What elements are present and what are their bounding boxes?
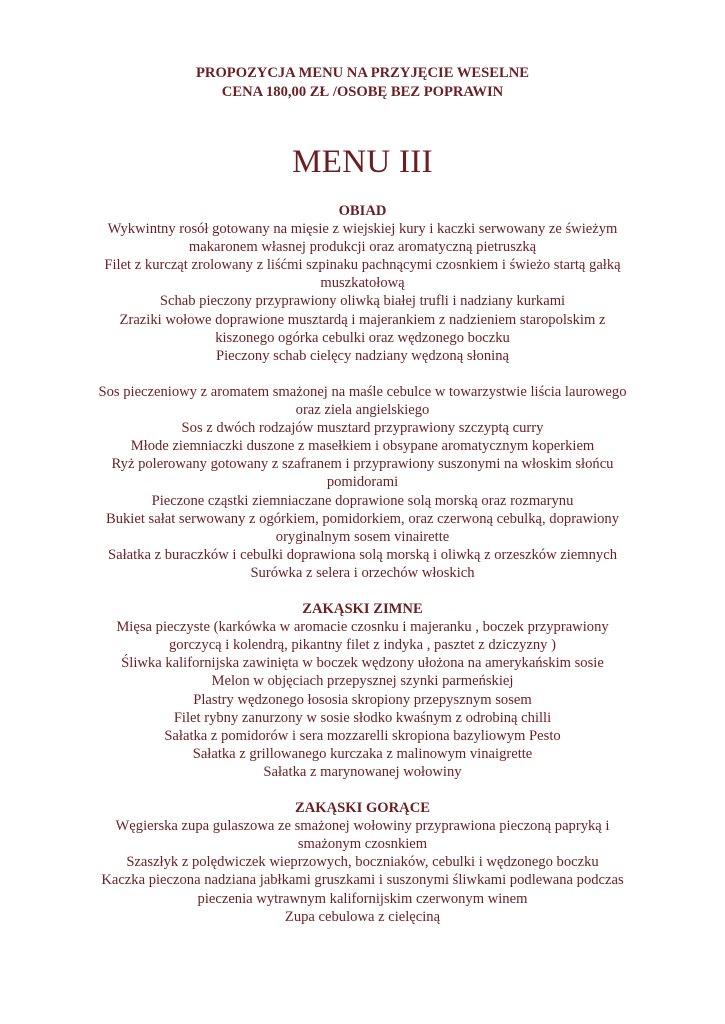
- menu-line: Śliwka kalifornijska zawinięta w boczek wędzony ułożona na amerykańskim sosie: [121, 655, 604, 672]
- menu-line: Szaszłyk z polędwiczek wieprzowych, boczniaków, cebulki i wędzonego boczku: [126, 854, 599, 871]
- menu-line: Sałatka z grillowanego kurczaka z malinowym vinaigrette: [192, 745, 533, 762]
- section-heading-obiad: OBIAD: [338, 203, 387, 219]
- menu-line: Sałatka z buraczków i cebulki doprawiona solą morską i oliwką z orzeszków ziemnych: [108, 546, 617, 563]
- menu-line: gorczycą i kolendrą, pikantny filet z indyka , pasztet z dziczyzny ): [169, 637, 556, 654]
- section-spacer: [0, 365, 725, 383]
- menu-line: Sałatka z pomidorów i sera mozzarelli skropiona bazyliowym Pesto: [164, 727, 561, 744]
- section-heading-zakaski-zimne: ZAKĄSKI ZIMNE: [302, 601, 423, 618]
- menu-line: Sos pieczeniowy z aromatem smażonej na maśle cebulce w towarzystwie liścia laurowego: [98, 383, 627, 400]
- header-offer-title: PROPOZYCJA MENU NA PRZYJĘCIE WESELNE: [196, 65, 529, 81]
- menu-line: Zraziki wołowe doprawione musztardą i majerankiem z nadzieniem staropolskim z: [119, 311, 606, 328]
- menu-line: pomidorami: [326, 474, 399, 491]
- menu-line: Wykwintny rosół gotowany na mięsie z wiejskiej kury i kaczki serwowany ze świeżym: [107, 221, 618, 238]
- menu-line: Melon w objęciach przepysznej szynki parmeńskiej: [211, 673, 514, 690]
- menu-line: makaronem własnej produkcji oraz aromatyczną pietruszką: [188, 239, 537, 256]
- menu-line: Pieczone cząstki ziemniaczane doprawione solą morską oraz rozmarynu: [151, 492, 574, 509]
- menu-line: Pieczony schab cielęcy nadziany wędzoną słoniną: [216, 347, 509, 364]
- menu-line: pieczenia wytrawnym kalifornijskim czerwonym winem: [197, 890, 528, 907]
- menu-line: Filet rybny zanurzony w sosie słodko kwaśnym z odrobiną chilli: [173, 709, 552, 726]
- header-price: CENA 180,00 ZŁ /OSOBĘ BEZ POPRAWIN: [221, 83, 504, 100]
- section-heading-zakaski-gorace: ZAKĄSKI GORĄCE: [294, 800, 430, 817]
- menu-line: oraz ziela angielskiego: [295, 402, 430, 419]
- menu-line: Węgierska zupa gulaszowa ze smażonej wołowiny przyprawiona pieczoną papryką i: [115, 818, 610, 835]
- menu-line: Mięsa pieczyste (karkówka w aromacie czosnku i majeranku , boczek przyprawiony: [116, 619, 609, 636]
- menu-line: Plastry wędzonego łososia skropiony przepysznym sosem: [193, 691, 532, 708]
- menu-line: oryginalnym sosem vinairette: [275, 528, 450, 545]
- menu-line: Schab pieczony przyprawiony oliwką białej trufli i nadziany kurkami: [159, 293, 566, 310]
- menu-line: Sos z dwóch rodzajów musztard przyprawiony szczyptą curry: [181, 420, 544, 437]
- menu-content: [0, 202, 725, 926]
- section-spacer: [0, 582, 725, 600]
- page-title: MENU III: [292, 144, 433, 180]
- menu-line: kiszonego ogórka cebulki oraz wędzonego boczku: [215, 329, 510, 346]
- section-spacer: [0, 781, 725, 799]
- menu-line: Ryż polerowany gotowany z szafranem i przyprawiony suszonymi na włoskim słońcu: [111, 456, 614, 473]
- menu-line: Sałatka z marynowanej wołowiny: [263, 763, 462, 780]
- menu-line: Zupa cebulowa z cielęciną: [284, 908, 441, 925]
- menu-line: muszkatołową: [320, 275, 405, 292]
- menu-line: Bukiet sałat serwowany z ogórkiem, pomidorkiem, oraz czerwoną cebulką, doprawiony: [105, 510, 620, 527]
- menu-line: Młode ziemniaczki duszone z masełkiem i obsypane aromatycznym koperkiem: [130, 438, 595, 455]
- menu-header: [0, 64, 725, 101]
- menu-line: Kaczka pieczona nadziana jabłkami gruszkami i suszonymi śliwkami podlewana podczas: [101, 872, 624, 889]
- menu-line: Surówka z selera i orzechów włoskich: [250, 564, 475, 581]
- menu-line: Filet z kurcząt zrolowany z liśćmi szpinaku pachnącymi czosnkiem i świeżo startą gałką: [104, 257, 621, 274]
- menu-line: smażonym czosnkiem: [297, 836, 428, 853]
